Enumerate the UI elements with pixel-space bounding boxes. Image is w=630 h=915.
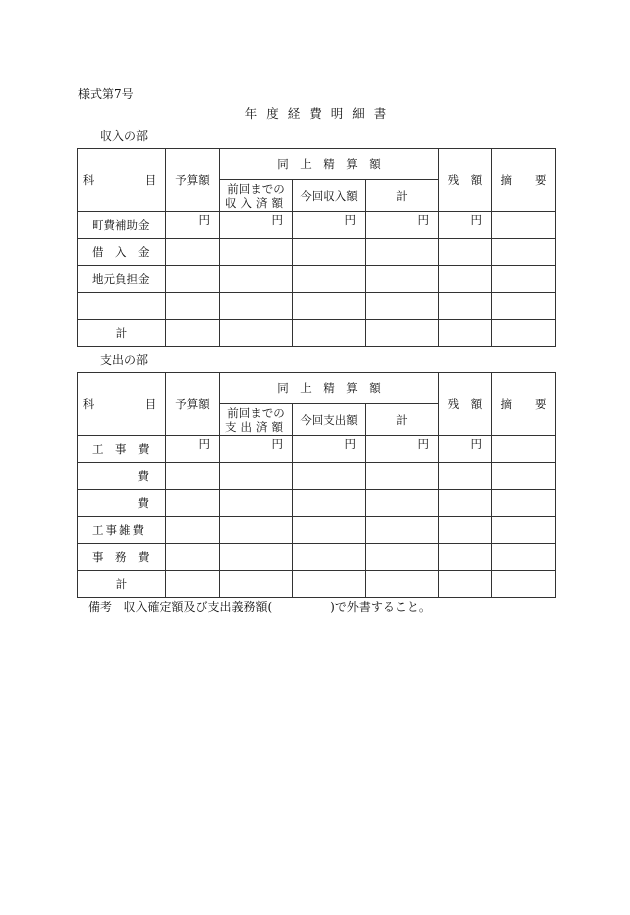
empty-cell xyxy=(166,490,220,517)
income-section-label: 収入の部 xyxy=(100,129,149,143)
empty-cell xyxy=(166,293,220,320)
income-prev-line2: 収入済額 xyxy=(225,195,287,210)
table-row xyxy=(78,320,556,347)
expense-total-label: 計 xyxy=(78,571,166,598)
empty-cell xyxy=(366,517,439,544)
empty-cell xyxy=(439,490,492,517)
empty-cell xyxy=(166,320,220,347)
empty-cell xyxy=(293,293,366,320)
empty-cell xyxy=(492,212,556,239)
empty-cell xyxy=(293,463,366,490)
table-row xyxy=(78,212,556,239)
yen-unit: 円 xyxy=(293,212,366,239)
income-header-row-1 xyxy=(78,149,556,180)
income-header-dojo-seisan: 同 上 精 算 額 xyxy=(220,149,439,180)
yen-unit: 円 xyxy=(439,212,492,239)
empty-cell xyxy=(220,490,293,517)
empty-cell xyxy=(366,463,439,490)
empty-cell xyxy=(439,571,492,598)
empty-cell xyxy=(439,239,492,266)
expense-row-label: 事 務 費 xyxy=(78,544,166,571)
yen-unit: 円 xyxy=(439,436,492,463)
empty-cell xyxy=(166,544,220,571)
empty-cell xyxy=(439,320,492,347)
empty-cell xyxy=(220,239,293,266)
table-row xyxy=(78,490,556,517)
empty-cell xyxy=(366,293,439,320)
income-header-kei: 計 xyxy=(366,180,439,212)
expense-row-label: 工 事 費 xyxy=(78,436,166,463)
expense-header-dojo-seisan: 同 上 精 算 額 xyxy=(220,373,439,404)
income-prev-line1: 前回までの xyxy=(227,181,285,196)
empty-cell xyxy=(293,571,366,598)
empty-cell xyxy=(492,544,556,571)
empty-cell xyxy=(220,544,293,571)
empty-cell xyxy=(220,463,293,490)
empty-cell xyxy=(293,266,366,293)
empty-cell xyxy=(439,544,492,571)
yen-unit: 円 xyxy=(366,212,439,239)
income-header-current: 今回収入額 xyxy=(293,180,366,212)
empty-cell xyxy=(492,266,556,293)
expense-header-kei: 計 xyxy=(366,404,439,436)
empty-cell xyxy=(293,517,366,544)
yen-unit: 円 xyxy=(293,436,366,463)
remarks-text-after: )で外書すること。 xyxy=(330,600,431,614)
expense-header-tekiyo: 摘 要 xyxy=(492,373,556,436)
empty-cell xyxy=(220,517,293,544)
form-number: 様式第7号 xyxy=(78,87,134,101)
expense-header-yosangaku: 予算額 xyxy=(166,373,220,436)
income-row-label xyxy=(78,293,166,320)
table-row xyxy=(78,463,556,490)
table-row xyxy=(78,266,556,293)
expense-header-prev xyxy=(220,404,293,436)
empty-cell xyxy=(293,320,366,347)
income-header-kamoku: 科 目 xyxy=(78,149,166,212)
empty-cell xyxy=(293,490,366,517)
yen-unit: 円 xyxy=(166,436,220,463)
income-table xyxy=(77,148,556,347)
yen-unit: 円 xyxy=(166,212,220,239)
empty-cell xyxy=(220,571,293,598)
empty-cell xyxy=(366,266,439,293)
table-row xyxy=(78,544,556,571)
expense-prev-line1: 前回までの xyxy=(227,405,285,420)
empty-cell xyxy=(439,517,492,544)
empty-cell xyxy=(439,266,492,293)
empty-cell xyxy=(366,571,439,598)
empty-cell xyxy=(220,266,293,293)
income-total-label: 計 xyxy=(78,320,166,347)
income-row-label: 借 入 金 xyxy=(78,239,166,266)
expense-section-label: 支出の部 xyxy=(100,353,149,367)
income-row-label: 地元負担金 xyxy=(78,266,166,293)
expense-row-label: 費 xyxy=(78,490,166,517)
expense-table xyxy=(77,372,556,598)
empty-cell xyxy=(366,320,439,347)
empty-cell xyxy=(492,239,556,266)
empty-cell xyxy=(293,239,366,266)
table-row xyxy=(78,239,556,266)
yen-unit: 円 xyxy=(220,436,293,463)
table-row xyxy=(78,436,556,463)
income-row-label: 町費補助金 xyxy=(78,212,166,239)
expense-row-label: 工事雑費 xyxy=(78,517,166,544)
expense-prev-line2: 支出済額 xyxy=(225,419,287,434)
empty-cell xyxy=(439,293,492,320)
empty-cell xyxy=(166,239,220,266)
document-title: 年度経費明細書 xyxy=(244,106,396,121)
expense-header-zangaku: 残 額 xyxy=(439,373,492,436)
remarks-label: 備考 xyxy=(88,600,113,614)
expense-header-row-1 xyxy=(78,373,556,404)
expense-row-label: 費 xyxy=(78,463,166,490)
empty-cell xyxy=(366,544,439,571)
empty-cell xyxy=(492,571,556,598)
empty-cell xyxy=(492,517,556,544)
empty-cell xyxy=(166,517,220,544)
empty-cell xyxy=(166,463,220,490)
empty-cell xyxy=(366,239,439,266)
table-row xyxy=(78,571,556,598)
empty-cell xyxy=(492,293,556,320)
empty-cell xyxy=(166,571,220,598)
empty-cell xyxy=(220,293,293,320)
expense-header-kamoku: 科 目 xyxy=(78,373,166,436)
income-header-zangaku: 残 額 xyxy=(439,149,492,212)
empty-cell xyxy=(439,463,492,490)
empty-cell xyxy=(366,490,439,517)
income-header-tekiyo: 摘 要 xyxy=(492,149,556,212)
table-row xyxy=(78,517,556,544)
empty-cell xyxy=(492,436,556,463)
remarks-text-before: 収入確定額及び支出義務額( xyxy=(123,600,273,614)
expense-header-current: 今回支出額 xyxy=(293,404,366,436)
income-header-prev xyxy=(220,180,293,212)
yen-unit: 円 xyxy=(366,436,439,463)
empty-cell xyxy=(492,490,556,517)
remarks-note xyxy=(88,598,431,615)
yen-unit: 円 xyxy=(220,212,293,239)
empty-cell xyxy=(492,463,556,490)
empty-cell xyxy=(293,544,366,571)
empty-cell xyxy=(166,266,220,293)
income-header-yosangaku: 予算額 xyxy=(166,149,220,212)
empty-cell xyxy=(220,320,293,347)
table-row xyxy=(78,293,556,320)
empty-cell xyxy=(492,320,556,347)
